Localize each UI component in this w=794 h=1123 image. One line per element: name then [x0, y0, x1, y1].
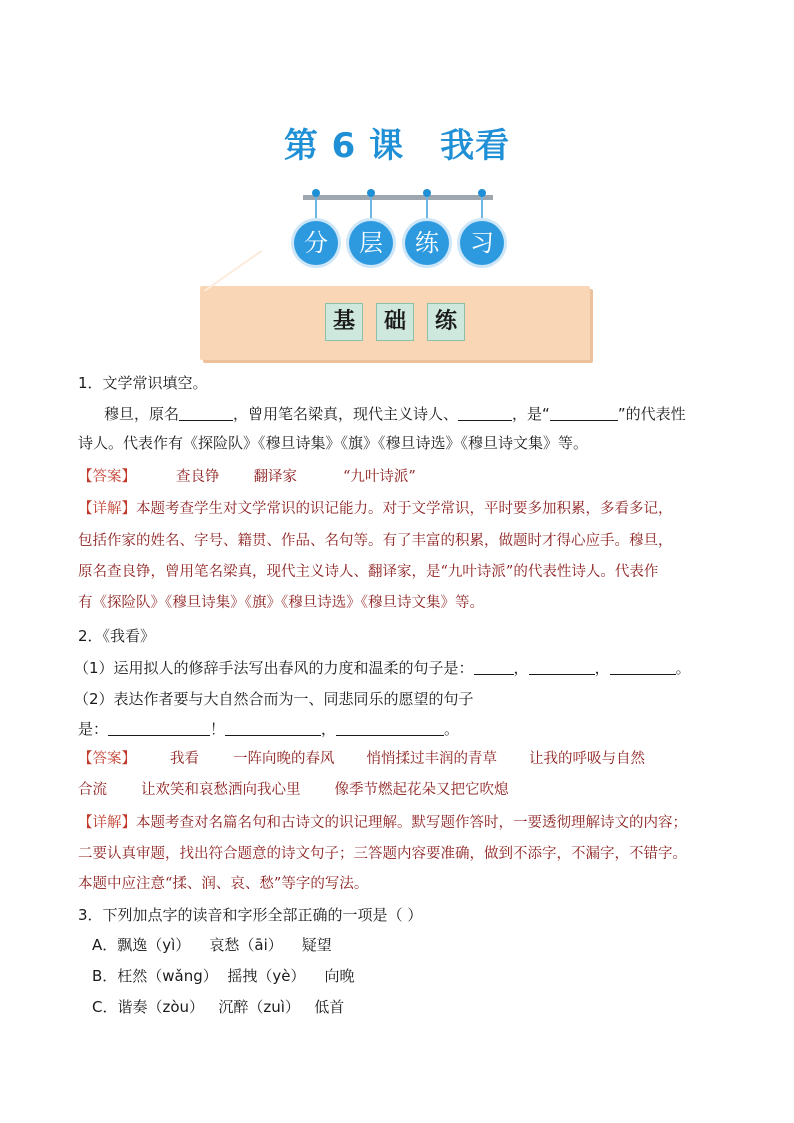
- q1-stem: 1．文学常识填空。: [78, 374, 208, 392]
- blank-field[interactable]: [529, 660, 595, 675]
- q1-answer: [78, 466, 416, 488]
- q1-detail-line: 有《探险队》《穆旦诗集》《旗》《穆旦诗选》《穆旦诗文集》等。: [78, 595, 484, 611]
- blank-field[interactable]: [108, 721, 210, 736]
- answer-item: 像季节燃起花朵又把它吹熄: [334, 782, 509, 798]
- q1-text: ，是“: [512, 405, 550, 423]
- q2-text: 。: [444, 720, 460, 738]
- q2-stem: 2．《我看》: [78, 627, 156, 645]
- q2-answer-line2: [78, 779, 509, 801]
- detail-tag: 【详解】: [78, 501, 136, 517]
- detail-tag: 【详解】: [78, 815, 136, 831]
- section-char: 练: [427, 303, 465, 341]
- banner-char: 习: [460, 221, 504, 265]
- blank-field[interactable]: [225, 721, 321, 736]
- q2-answer: [78, 748, 645, 770]
- q3-stem: 3．下列加点字的读音和字形全部正确的一项是（ ）: [78, 906, 423, 924]
- q2-detail: [78, 812, 687, 834]
- answer-item: 我看: [170, 751, 199, 767]
- banner-rail: [303, 195, 493, 200]
- lesson-name: 我看: [440, 126, 511, 166]
- q2-sub2: （2）表达作者要与大自然合而为一、同悲同乐的愿望的句子: [74, 690, 474, 708]
- q2-sub2-blanks: [78, 718, 459, 740]
- section-char: 础: [376, 303, 414, 341]
- q3-option-a[interactable]: A．飘逸（yì） 哀愁（āi） 疑望: [92, 936, 332, 954]
- blank-field[interactable]: [474, 660, 514, 675]
- answer-item: 悄悄揉过丰润的青草: [366, 751, 497, 767]
- page-title: [0, 118, 794, 167]
- q2-text: （1）运用拟人的修辞手法写出春风的力度和温柔的句子是：: [74, 659, 474, 677]
- blank-field[interactable]: [550, 406, 618, 421]
- q1-line1: [104, 403, 686, 425]
- answer-item: 一阵向晚的春风: [233, 751, 335, 767]
- section-header-basic: [200, 286, 590, 360]
- answer-item: 让欢笑和哀愁洒向我心里: [141, 782, 301, 798]
- banner-pin: [481, 192, 483, 224]
- answer-tag: 【答案】: [78, 469, 136, 485]
- banner-pin: [426, 192, 428, 224]
- answer-item: 翻译家: [253, 469, 297, 485]
- blank-field[interactable]: [458, 406, 512, 421]
- q1-detail: [78, 498, 673, 520]
- blank-field[interactable]: [336, 721, 444, 736]
- banner-pin: [370, 192, 372, 224]
- q1-detail-line: 原名查良铮，曾用笔名梁真，现代主义诗人、翻译家，是“九叶诗派”的代表性诗人。代表作: [78, 564, 659, 580]
- q2-detail-line: 本题中应注意“揉、润、哀、愁”等字的写法。: [78, 876, 369, 892]
- answer-item: 让我的呼吸与自然: [529, 751, 645, 767]
- q2-detail-line: 二要认真审题，找出符合题意的诗文句子；三答题内容要准确，做到不添字，不漏字，不错字。: [78, 846, 687, 862]
- banner-pin: [315, 192, 317, 224]
- tiered-practice-banner: [0, 190, 794, 270]
- banner-char: 分: [294, 221, 338, 265]
- q2-sub1: [74, 657, 691, 679]
- q2-text: 是：: [78, 720, 109, 738]
- q1-text: ，曾用笔名梁真，现代主义诗人、: [233, 405, 459, 423]
- detail-text: 本题考查对名篇名句和古诗文的识记理解。默写题作答时，一要透彻理解诗文的内容；: [136, 815, 687, 831]
- blank-field[interactable]: [179, 406, 233, 421]
- q2-text: ，: [594, 659, 610, 677]
- q2-text: ，: [513, 659, 529, 677]
- q1-detail-line: 包括作家的姓名、字号、籍贯、作品、名句等。有了丰富的积累，做题时才得心应手。穆旦，: [78, 533, 673, 549]
- q2-text: ，: [321, 720, 337, 738]
- answer-tag: 【答案】: [78, 751, 136, 767]
- q2-text: 。: [675, 659, 691, 677]
- answer-item: “九叶诗派”: [343, 469, 416, 485]
- banner-char: 练: [405, 221, 449, 265]
- blank-field[interactable]: [610, 660, 676, 675]
- q1-text: ”的代表性: [617, 405, 686, 423]
- q3-option-c[interactable]: C．谐奏（zòu） 沉醉（zuì） 低首: [92, 998, 345, 1016]
- detail-text: 本题考查学生对文学常识的识记能力。对于文学常识，平时要多加积累，多看多记，: [136, 501, 673, 517]
- q1-text: 穆旦，原名: [104, 405, 180, 423]
- lesson-number: 第 6 课: [283, 126, 405, 166]
- banner-char: 层: [349, 221, 393, 265]
- answer-item: 合流: [78, 782, 107, 798]
- answer-item: 查良铮: [176, 469, 220, 485]
- q3-option-b[interactable]: B．枉然（wǎng） 摇拽（yè） 向晚: [92, 967, 355, 985]
- q1-line2: 诗人。代表作有《探险队》《穆旦诗集》《旗》《穆旦诗选》《穆旦诗文集》等。: [78, 434, 589, 452]
- q2-text: ！: [210, 720, 226, 738]
- section-char: 基: [325, 303, 363, 341]
